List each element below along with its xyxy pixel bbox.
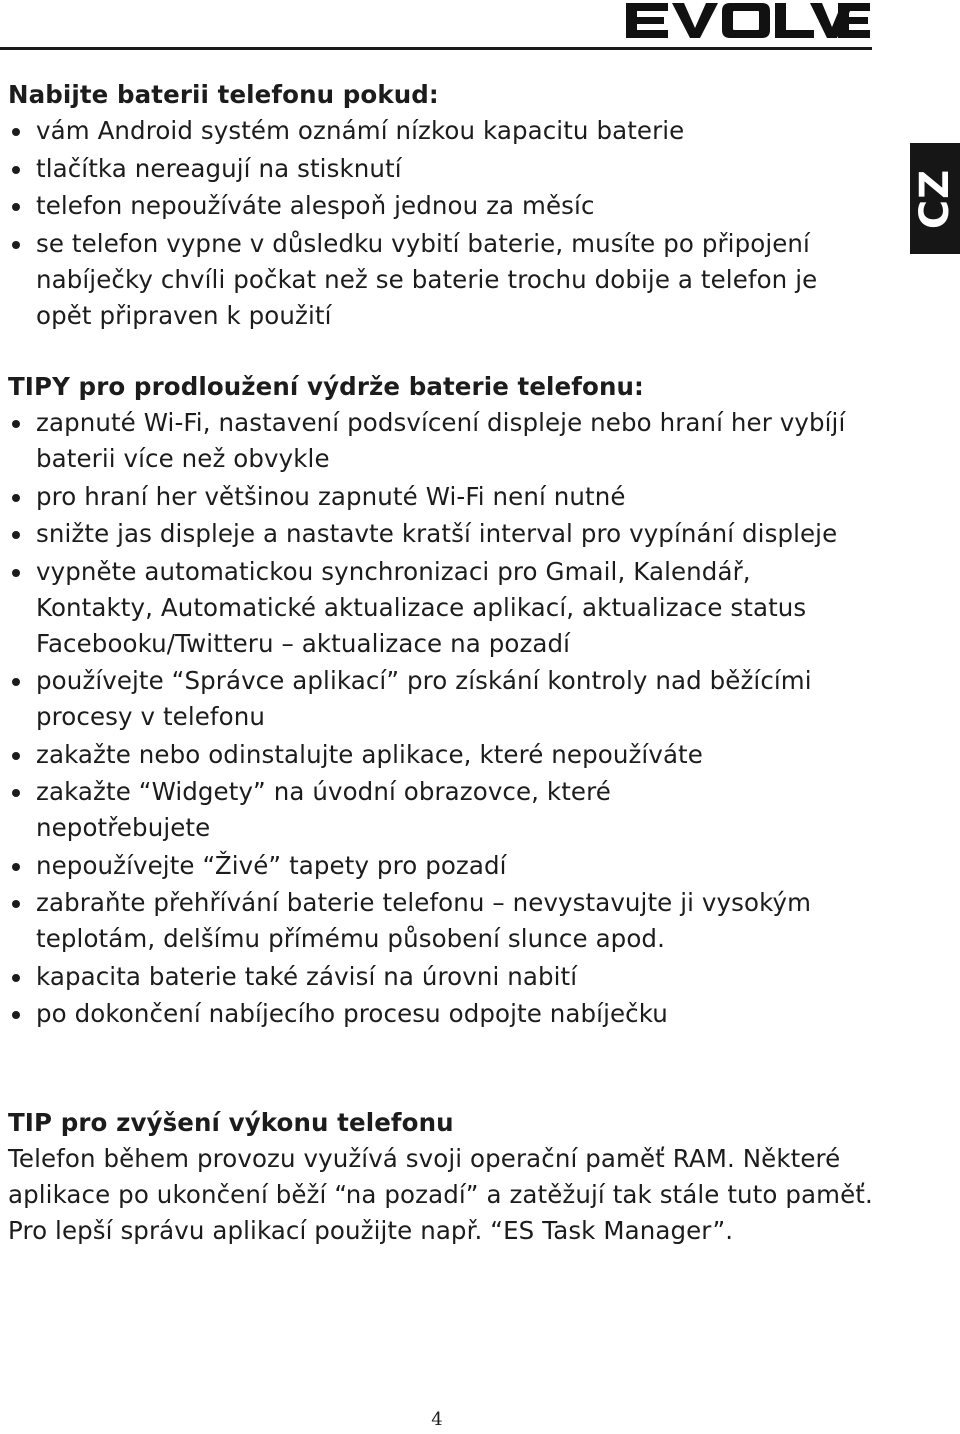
list-item bbox=[8, 113, 898, 149]
list-item-text: zakažte nebo odinstalujte aplikace, které nepoužíváte bbox=[36, 739, 703, 769]
performance-body: Telefon během provozu využívá svoji operační paměť RAM. Některé aplikace po ukončení běží “na pozadí” a zatěžují tak stále tuto paměť. Pro lepší správu aplikací použijte např. “ES Task Manager”. bbox=[8, 1144, 873, 1245]
performance-heading: TIP pro zvýšení výkonu telefonu bbox=[8, 1108, 454, 1137]
bullet-icon bbox=[12, 863, 20, 871]
bullet-icon bbox=[12, 166, 20, 174]
header-divider bbox=[0, 47, 872, 50]
bullet-icon bbox=[12, 494, 20, 502]
bullet-icon bbox=[12, 203, 20, 211]
bullet-icon bbox=[12, 752, 20, 760]
list-item-text: zakažte “Widgety” na úvodní obrazovce, které nepotřebujete bbox=[36, 777, 611, 842]
list-item bbox=[8, 774, 736, 846]
evolve-logo bbox=[624, 0, 872, 40]
page-number: 4 bbox=[431, 1409, 443, 1430]
bullet-icon bbox=[12, 531, 20, 539]
list-item-text: tlačítka nereagují na stisknutí bbox=[36, 153, 402, 183]
charge-list bbox=[8, 113, 898, 334]
charge-section bbox=[8, 77, 898, 334]
list-item bbox=[8, 848, 898, 884]
list-item-text: telefon nepoužíváte alespoň jednou za měsíc bbox=[36, 191, 595, 220]
list-item bbox=[8, 405, 896, 477]
bullet-icon bbox=[12, 678, 20, 686]
list-item bbox=[8, 479, 898, 515]
list-item-text: se telefon vypne v důsledku vybití baterie, musíte po připojení nabíječky chvíli počkat než se baterie trochu dobije a telefon je opět připraven k použití bbox=[36, 228, 818, 330]
list-item bbox=[8, 959, 898, 995]
list-item-text: vypněte automatickou synchronizaci pro Gmail, Kalendář, Kontakty, Automatické aktualizace aplikací, aktualizace status Facebooku/Twitteru – aktualizace na pozadí bbox=[36, 556, 807, 658]
list-item-text: zapnuté Wi-Fi, nastavení podsvícení displeje nebo hraní her vybíjí baterii více než obvykle bbox=[36, 408, 846, 473]
bullet-icon bbox=[12, 420, 20, 428]
list-item bbox=[8, 663, 836, 735]
language-tab bbox=[910, 143, 960, 254]
bullet-icon bbox=[12, 1011, 20, 1019]
performance-section bbox=[8, 1105, 878, 1249]
tips-section bbox=[8, 369, 898, 1032]
bullet-icon bbox=[12, 900, 20, 908]
bullet-icon bbox=[12, 789, 20, 797]
list-item bbox=[8, 188, 898, 224]
list-item-text: po dokončení nabíjecího procesu odpojte nabíječku bbox=[36, 999, 668, 1028]
list-item bbox=[8, 151, 898, 187]
list-item-text: nepoužívejte “Živé” tapety pro pozadí bbox=[36, 850, 507, 880]
list-item bbox=[8, 996, 898, 1032]
list-item-text: pro hraní her většinou zapnuté Wi-Fi není nutné bbox=[36, 481, 626, 511]
tips-heading: TIPY pro prodloužení výdrže baterie telefonu: bbox=[8, 372, 644, 401]
list-item-text: používejte “Správce aplikací” pro získání kontroly nad běžícími procesy v telefonu bbox=[36, 666, 812, 731]
bullet-icon bbox=[12, 241, 20, 249]
bullet-icon bbox=[12, 128, 20, 136]
list-item-text: snižte jas displeje a nastavte kratší interval pro vypínání displeje bbox=[36, 519, 838, 548]
tips-list bbox=[8, 405, 898, 1032]
list-item bbox=[8, 885, 906, 957]
bullet-icon bbox=[12, 569, 20, 577]
bullet-icon bbox=[12, 974, 20, 982]
language-tab-label: CZ bbox=[912, 168, 958, 229]
list-item-text: kapacita baterie také závisí na úrovni nabití bbox=[36, 961, 578, 991]
list-item bbox=[8, 554, 866, 662]
charge-heading: Nabijte baterii telefonu pokud: bbox=[8, 80, 439, 109]
list-item-text: vám Android systém oznámí nízkou kapacitu baterie bbox=[36, 116, 685, 145]
list-item bbox=[8, 737, 898, 773]
list-item bbox=[8, 226, 826, 334]
list-item bbox=[8, 516, 866, 552]
list-item-text: zabraňte přehřívání baterie telefonu – nevystavujte ji vysokým teplotám, delšímu přímému působení slunce apod. bbox=[36, 888, 812, 953]
